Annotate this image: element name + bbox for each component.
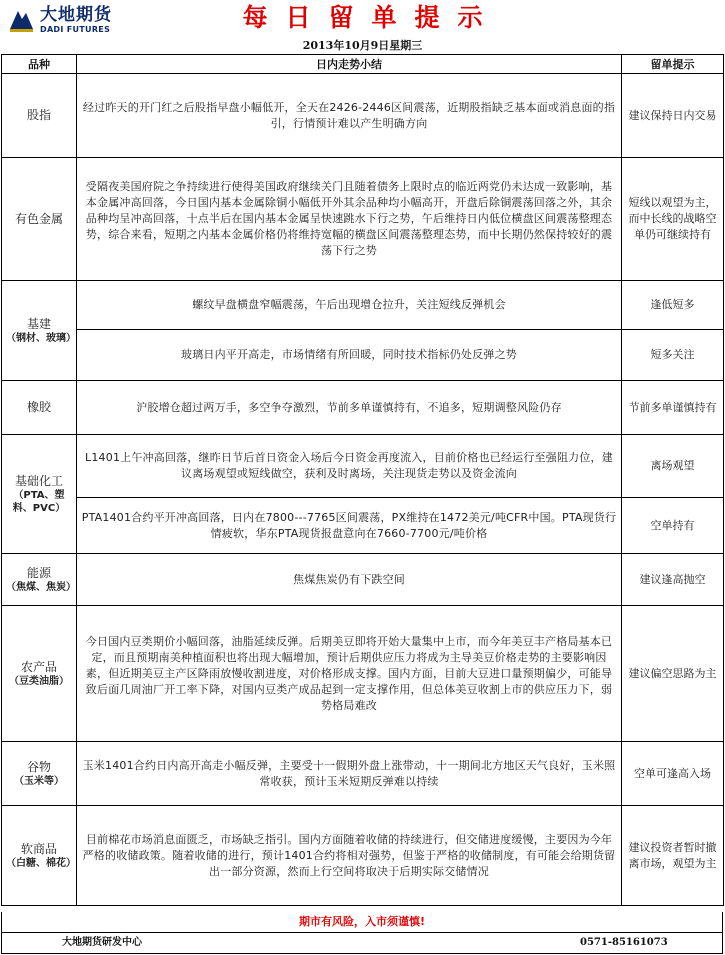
footer-contact xyxy=(1,933,723,954)
tip-cell: 空单持有 xyxy=(622,498,724,554)
summary-cell: 玉米1401合约日内高开高走小幅反弹，主要受十一假期外盘上涨带动，十一期间北方地区天气良好，玉米照常收获，预计玉米短期反弹难以持续 xyxy=(77,742,622,806)
tip-cell: 建议逢高抛空 xyxy=(622,554,724,606)
tip-cell: 短多关注 xyxy=(622,330,724,381)
risk-warning: 期市有风险，入市须谨慎! xyxy=(1,912,723,933)
col-header-tip: 留单提示 xyxy=(622,55,724,74)
tip-cell: 离场观望 xyxy=(622,435,724,498)
category-label: 基础化工 xyxy=(14,473,63,488)
category-cell xyxy=(2,554,77,606)
table-row xyxy=(2,158,724,281)
summary-cell: 玻璃日内平开高走，市场情绪有所回暖，同时技术指标仍处反弹之势 xyxy=(77,330,622,381)
summary-cell: 沪胶增仓超过两万手，多空争夺激烈，节前多单谨慎持有，不追多，短期调整风险仍存 xyxy=(77,381,622,435)
table-row xyxy=(2,74,724,158)
category-label: 农产品 xyxy=(20,659,57,674)
category-cell xyxy=(2,742,77,806)
table-row xyxy=(2,498,724,554)
table-row xyxy=(2,606,724,742)
table-row xyxy=(2,381,724,435)
header xyxy=(0,0,725,38)
category-label: 基建 xyxy=(26,316,51,331)
tip-cell: 逢低短多 xyxy=(622,281,724,330)
category-cell xyxy=(2,74,77,158)
tip-cell: 建议偏空思路为主 xyxy=(622,606,724,742)
table-row xyxy=(2,806,724,906)
category-sub: （钢材、玻璃） xyxy=(6,332,76,344)
summary-cell: L1401上午冲高回落，继昨日节后首日资金入场后今日资金再度流入，目前价格也已经运行至强阻力位，建议离场观望或短线做空，获利及时离场，关注现货走势以及资金流向 xyxy=(77,435,622,498)
summary-cell: PTA1401合约平开冲高回落，日内在7800---7765区间震荡，PX维持在1472美元/吨CFR中国。PTA现货行情疲软，华东PTA现货报盘意向在7660-7700元/吨价格 xyxy=(77,498,622,554)
category-label: 股指 xyxy=(26,108,51,122)
category-cell xyxy=(2,158,77,281)
category-label: 有色金属 xyxy=(14,211,63,226)
summary-cell: 螺纹早盘横盘窄幅震荡，午后出现增仓拉升，关注短线反弹机会 xyxy=(77,281,622,330)
summary-cell: 受隔夜美国府院之争持续进行使得美国政府继续关门且随着债务上限时点的临近两党仍未达成一致影响，基本金属冲高回落，今日国内基本金属除铜小幅低开外其余品种均小幅高开，开盘后除铜震荡回落之外，其余品种均呈冲高回落，十点半后在国内基本金属呈快速跳水下行之势，午后维持日内低位横盘区间震荡整理态势，综合来看，短期之内基本金属价格仍将维持宽幅的横盘区间震荡整理态势，而中长期仍然保持较好的震荡下行之势 xyxy=(77,158,622,281)
category-sub: （白糖、棉花） xyxy=(6,857,76,869)
summary-cell: 今日国内豆类期价小幅回落，油脂延续反弹。后期美豆即将开始大量集中上市，而今年美豆丰产格局基本已定，而且预期南美种植面积也将出现大幅增加，预计后期供应压力将成为主导美豆价格走势的主要影响因素，但近期美豆主产区降雨放慢收割进度，对价格形成支撑。国内方面，目前大豆进口量预期偏少，可能导致后面几周油厂开工率下降，对国内豆类产成品起到一定支撑作用，但总体美豆收割上市的供应压力下，弱势格局难改 xyxy=(77,606,622,742)
category-cell xyxy=(2,381,77,435)
category-sub: （玉米等） xyxy=(14,775,64,787)
col-header-summary: 日内走势小结 xyxy=(77,55,622,74)
col-header-category: 品种 xyxy=(2,55,77,74)
tip-cell: 短线以观望为主，而中长线的战略空单仍可继续持有 xyxy=(622,158,724,281)
category-sub: （豆类油脂） xyxy=(9,675,69,687)
table-row xyxy=(2,742,724,806)
summary-cell: 目前棉花市场消息面匮乏，市场缺乏指引。国内方面随着收储的持续进行，但交储进度缓慢，主要因为今年严格的收储政策。随着收储的进行，预计1401合约将相对强势，但鉴于严格的收储制度，有可能会给期货留出一部分资源，然而上行空间将取决于后期实际交储情况 xyxy=(77,806,622,906)
summary-cell: 焦煤焦炭仍有下跌空间 xyxy=(77,554,622,606)
table-header-row xyxy=(2,55,724,74)
category-cell xyxy=(2,435,77,554)
tip-cell: 建议保持日内交易 xyxy=(622,74,724,158)
page-title: 每日留单提示 xyxy=(242,3,501,32)
report-date: 2013年10月9日星期三 xyxy=(302,39,423,52)
logo-cn-text: 大地期货 xyxy=(40,5,112,25)
category-label: 橡胶 xyxy=(26,400,51,414)
category-label: 软商品 xyxy=(20,841,57,856)
summary-cell: 经过昨天的开门红之后股指早盘小幅低开，全天在2426-2446区间震荡，近期股指缺乏基本面或消息面的指引，行情预计难以产生明确方向 xyxy=(77,74,622,158)
category-cell xyxy=(2,606,77,742)
category-cell xyxy=(2,281,77,381)
table-row xyxy=(2,554,724,606)
summary-table xyxy=(1,54,724,906)
table-row xyxy=(2,435,724,498)
org-name: 大地期货研发中心 xyxy=(62,937,142,948)
logo-en-text: DADI FUTURES xyxy=(40,25,111,34)
tip-cell: 节前多单谨慎持有 xyxy=(622,381,724,435)
category-cell xyxy=(2,806,77,906)
table-row xyxy=(2,330,724,381)
category-label: 能源 xyxy=(26,565,51,580)
phone-number: 0571-85161073 xyxy=(580,937,668,948)
table-row xyxy=(2,281,724,330)
category-label: 谷物 xyxy=(26,759,51,774)
category-sub: （PTA、塑料、PVC） xyxy=(12,489,66,514)
tip-cell: 建议投资者暂时撤离市场，观望为主 xyxy=(622,806,724,906)
tip-cell: 空单可逢高入场 xyxy=(622,742,724,806)
category-sub: （焦煤、焦炭） xyxy=(6,581,76,593)
